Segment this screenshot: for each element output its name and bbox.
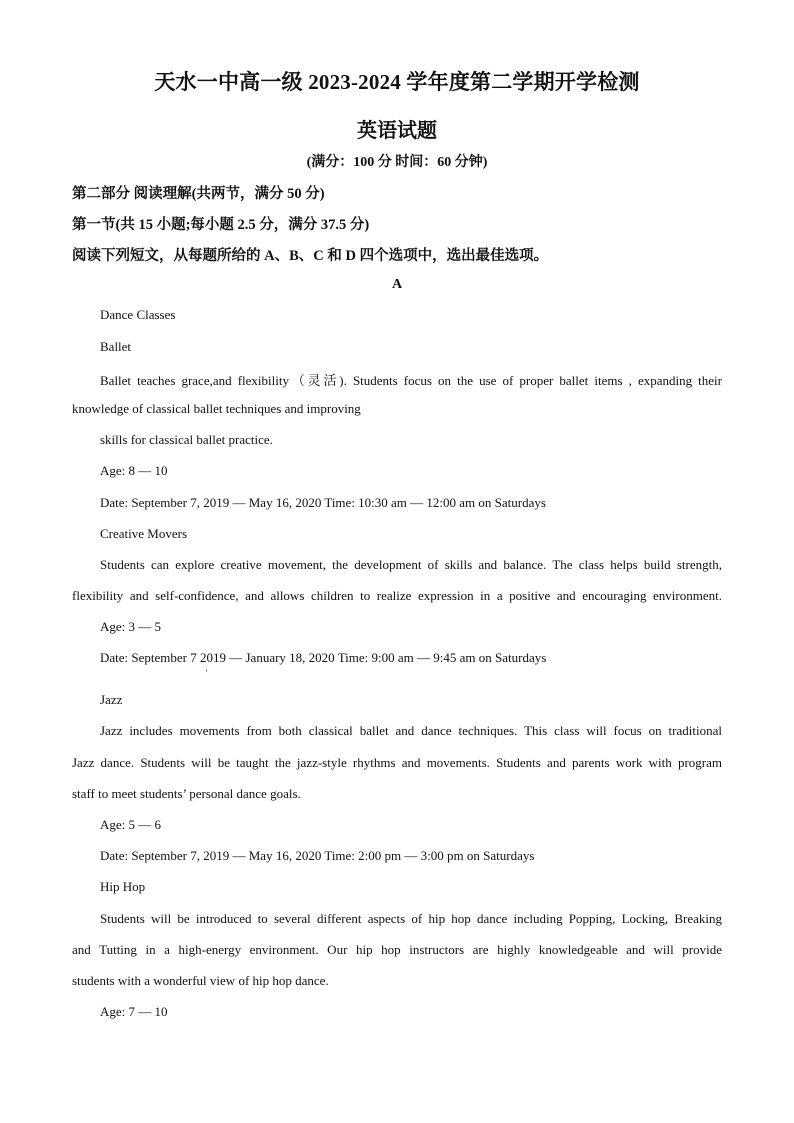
creative-desc-line: Students can explore creative movement, the development of skills and balance. The class helps build strength, xyxy=(100,557,722,572)
jazz-date: Date: September 7, 2019 — May 16, 2020 Time: 2:00 pm — 3:00 pm on Saturdays xyxy=(100,848,535,863)
jazz-desc-line: staff to meet students’ personal dance goals. xyxy=(72,786,301,801)
exam-subtitle: 英语试题 xyxy=(357,120,437,142)
ballet-age: Age: 8 — 10 xyxy=(100,463,168,478)
section-heading: 第一节(共 15 小题;每小题 2.5 分，满分 37.5 分) xyxy=(72,217,370,233)
class-name-jazz: Jazz xyxy=(100,692,123,707)
creative-age: Age: 3 — 5 xyxy=(100,619,162,634)
stray-mark: ʼ xyxy=(205,668,208,678)
exam-title: 天水一中高一级 2023-2024 学年度第二学期开学检测 xyxy=(154,70,640,94)
exam-note: (满分：100 分 时间：60 分钟) xyxy=(306,155,488,170)
creative-desc-line: flexibility and self-confidence, and allows children to realize expression in a positive and encouraging environment. xyxy=(72,588,722,603)
jazz-age: Age: 5 — 6 xyxy=(100,817,162,832)
hiphop-desc-line: and Tutting in a high-energy environment. Our hip hop instructors are highly knowledgeable and will provide xyxy=(72,942,722,957)
hiphop-age: Age: 7 — 10 xyxy=(100,1004,168,1019)
part-heading: 第二部分 阅读理解(共两节，满分 50 分) xyxy=(72,186,325,202)
ballet-desc-line: knowledge of classical ballet techniques and improving xyxy=(72,401,361,416)
jazz-desc-line: Jazz dance. Students will be taught the jazz-style rhythms and movements. Students and parents work with program xyxy=(72,755,722,770)
instruction-text: 阅读下列短文，从每题所给的 A、B、C 和 D 四个选项中，选出最佳选项。 xyxy=(72,248,549,264)
ballet-date: Date: September 7, 2019 — May 16, 2020 Time: 10:30 am — 12:00 am on Saturdays xyxy=(100,495,546,510)
class-name-hip-hop: Hip Hop xyxy=(100,879,146,894)
ballet-desc-line: skills for classical ballet practice. xyxy=(100,432,273,447)
ballet-desc-line: Ballet teaches grace,and flexibility（灵活). Students focus on the use of proper ballet items , expanding their xyxy=(100,373,722,388)
passage-letter: A xyxy=(391,277,403,292)
class-name-creative-movers: Creative Movers xyxy=(100,526,188,541)
creative-date: Date: September 7 2019 — January 18, 2020 Time: 9:00 am — 9:45 am on Saturdays xyxy=(100,650,547,665)
hiphop-desc-line: Students will be introduced to several different aspects of hip hop dance including Popping, Locking, Breaking xyxy=(100,911,722,926)
hiphop-desc-line: students with a wonderful view of hip hop dance. xyxy=(72,973,329,988)
jazz-desc-line: Jazz includes movements from both classical ballet and dance techniques. This class will focus on traditional xyxy=(100,723,722,738)
passage-heading: Dance Classes xyxy=(100,307,176,322)
class-name-ballet: Ballet xyxy=(100,339,132,354)
